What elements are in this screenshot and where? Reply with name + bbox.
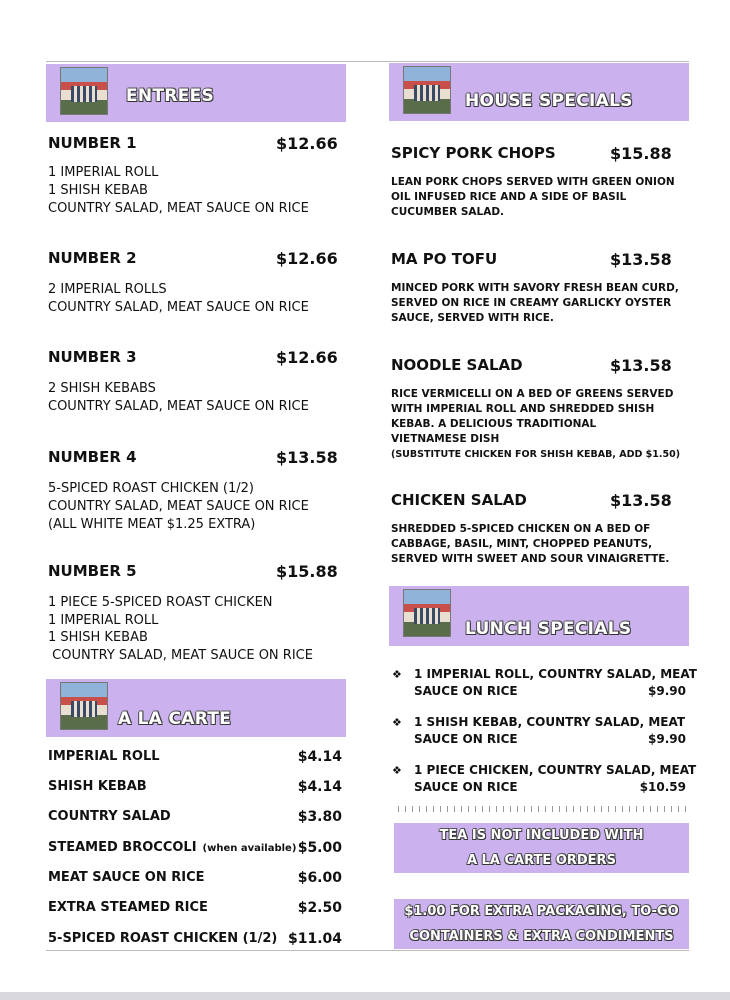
carte-row — [48, 809, 342, 829]
special-price: $13.58 — [610, 250, 672, 269]
entrees-title: ENTREES — [126, 86, 215, 106]
lunch-item-price: $9.90 — [648, 732, 686, 746]
special-desc-line: CUCUMBER SALAD. — [391, 206, 505, 218]
special-desc-line: OIL INFUSED RICE AND A SIDE OF BASIL — [391, 191, 627, 203]
carte-item-price: $4.14 — [297, 779, 342, 795]
lunch-item-line: SAUCE ON RICE — [414, 732, 518, 746]
lunch-item-price: $9.90 — [648, 684, 686, 698]
lunch-item-line: SAUCE ON RICE — [414, 684, 518, 698]
lunch-specials-title: LUNCH SPECIALS — [465, 619, 632, 639]
house-specials-banner — [389, 63, 689, 121]
carte-item-price: $6.00 — [297, 870, 342, 886]
special-price: $13.58 — [610, 491, 672, 510]
carte-row — [48, 779, 342, 799]
special-price: $13.58 — [610, 356, 672, 375]
entree-name: NUMBER 3 — [48, 348, 137, 366]
tea-notice-line: A LA CARTE ORDERS — [467, 853, 616, 868]
carte-item-name: IMPERIAL ROLL — [48, 749, 160, 764]
carte-item-name: SHISH KEBAB — [48, 779, 147, 794]
entree-price: $12.66 — [276, 249, 338, 268]
special-name: SPICY PORK CHOPS — [391, 144, 556, 162]
entree-desc-line: 1 IMPERIAL ROLL — [48, 613, 159, 628]
special-desc-line: RICE VERMICELLI ON A BED OF GREENS SERVED — [391, 388, 674, 400]
house-specials-title: HOUSE SPECIALS — [465, 91, 633, 111]
carte-item-label: STEAMED BROCCOLI — [48, 840, 197, 855]
lunch-item — [392, 762, 697, 796]
special-desc-line: SHREDDED 5-SPICED CHICKEN ON A BED OF — [391, 523, 651, 535]
bottom-bar — [0, 992, 730, 1000]
entree-desc-line: 2 IMPERIAL ROLLS — [48, 282, 167, 297]
special-name: NOODLE SALAD — [391, 356, 523, 374]
carte-item-price: $3.80 — [297, 809, 342, 825]
entree-desc-line: COUNTRY SALAD, MEAT SAUCE ON RICE — [48, 399, 309, 414]
tea-notice-line: TEA IS NOT INCLUDED WITH — [439, 828, 644, 843]
storefront-photo-icon — [403, 66, 451, 114]
carte-item-name: MEAT SAUCE ON RICE — [48, 870, 205, 885]
lunch-item-line: 1 PIECE CHICKEN, COUNTRY SALAD, MEAT — [414, 763, 697, 777]
entree-desc-line: 1 PIECE 5-SPICED ROAST CHICKEN — [48, 595, 273, 610]
special-desc-line: MINCED PORK WITH SAVORY FRESH BEAN CURD, — [391, 282, 679, 294]
carte-row — [48, 900, 342, 920]
entree-name: NUMBER 4 — [48, 448, 137, 466]
packaging-notice — [394, 899, 689, 949]
carte-item-note: (when available) — [202, 843, 297, 854]
entree-desc-line: 2 SHISH KEBABS — [48, 381, 156, 396]
carte-row — [48, 870, 342, 890]
special-desc-line: SAUCE, SERVED WITH RICE. — [391, 312, 554, 324]
lunch-item-line: 1 SHISH KEBAB, COUNTRY SALAD, MEAT — [414, 715, 686, 729]
entree-price: $13.58 — [276, 448, 338, 467]
entree-desc-line: 1 SHISH KEBAB — [48, 183, 148, 198]
special-price: $15.88 — [610, 144, 672, 163]
storefront-photo-icon — [403, 589, 451, 637]
special-desc-line: WITH IMPERIAL ROLL AND SHREDDED SHISH — [391, 403, 655, 415]
packaging-notice-line: CONTAINERS & EXTRA CONDIMENTS — [409, 929, 674, 944]
special-desc-line: VIETNAMESE DISH — [391, 433, 500, 445]
entree-desc-line: COUNTRY SALAD, MEAT SAUCE ON RICE — [48, 648, 313, 663]
special-name: MA PO TOFU — [391, 250, 498, 268]
entree-desc-line: COUNTRY SALAD, MEAT SAUCE ON RICE — [48, 300, 309, 315]
special-desc-line: CABBAGE, BASIL, MINT, CHOPPED PEANUTS, — [391, 538, 653, 550]
entree-desc-line: 1 IMPERIAL ROLL — [48, 165, 159, 180]
bottom-divider — [46, 950, 689, 951]
carte-row — [48, 749, 342, 769]
lunch-item-line: SAUCE ON RICE — [414, 780, 518, 794]
carte-item-price: $2.50 — [297, 900, 342, 916]
lunch-item — [392, 666, 697, 700]
special-desc-line: (SUBSTITUTE CHICKEN FOR SHISH KEBAB, ADD $1.50) — [391, 449, 681, 460]
lunch-item-price: $10.59 — [639, 780, 686, 794]
special-desc-line: LEAN PORK CHOPS SERVED WITH GREEN ONION — [391, 176, 675, 188]
entree-desc-line: COUNTRY SALAD, MEAT SAUCE ON RICE — [48, 201, 309, 216]
diamond-bullet-icon: ❖ — [392, 764, 402, 777]
carte-row — [48, 840, 342, 860]
top-divider — [46, 61, 689, 62]
a-la-carte-title: A LA CARTE — [118, 709, 232, 729]
storefront-photo-icon — [60, 682, 108, 730]
entree-price: $12.66 — [276, 348, 338, 367]
entree-desc-line: COUNTRY SALAD, MEAT SAUCE ON RICE — [48, 499, 309, 514]
diamond-bullet-icon: ❖ — [392, 716, 402, 729]
entree-desc-line: (ALL WHITE MEAT $1.25 EXTRA) — [48, 517, 256, 532]
carte-item-name — [48, 840, 296, 855]
dotted-divider — [398, 806, 688, 812]
entree-name: NUMBER 2 — [48, 249, 137, 267]
carte-row — [48, 931, 342, 951]
packaging-notice-line: $1.00 FOR EXTRA PACKAGING, TO-GO — [404, 904, 679, 919]
entree-price: $15.88 — [276, 562, 338, 581]
entree-desc-line: 5-SPICED ROAST CHICKEN (1/2) — [48, 481, 255, 496]
lunch-item-line: 1 IMPERIAL ROLL, COUNTRY SALAD, MEAT — [414, 667, 697, 681]
special-desc-line: SERVED WITH SWEET AND SOUR VINAIGRETTE. — [391, 553, 670, 565]
entree-name: NUMBER 5 — [48, 562, 137, 580]
special-desc-line: KEBAB. A DELICIOUS TRADITIONAL — [391, 418, 597, 430]
carte-item-name: EXTRA STEAMED RICE — [48, 900, 208, 915]
entree-desc-line: 1 SHISH KEBAB — [48, 630, 148, 645]
special-desc-line: SERVED ON RICE IN CREAMY GARLICKY OYSTER — [391, 297, 672, 309]
carte-item-price: $4.14 — [297, 749, 342, 765]
lunch-specials-banner — [389, 586, 689, 646]
entrees-banner — [46, 64, 346, 122]
tea-notice — [394, 823, 689, 873]
carte-item-price: $5.00 — [297, 840, 342, 856]
entree-name: NUMBER 1 — [48, 134, 137, 152]
carte-item-name: 5-SPICED ROAST CHICKEN (1/2) — [48, 931, 278, 946]
entree-price: $12.66 — [276, 134, 338, 153]
special-name: CHICKEN SALAD — [391, 491, 527, 509]
storefront-photo-icon — [60, 67, 108, 115]
carte-item-price: $11.04 — [287, 931, 342, 947]
carte-item-name: COUNTRY SALAD — [48, 809, 171, 824]
diamond-bullet-icon: ❖ — [392, 668, 402, 681]
lunch-item — [392, 714, 688, 748]
a-la-carte-banner — [46, 679, 346, 737]
